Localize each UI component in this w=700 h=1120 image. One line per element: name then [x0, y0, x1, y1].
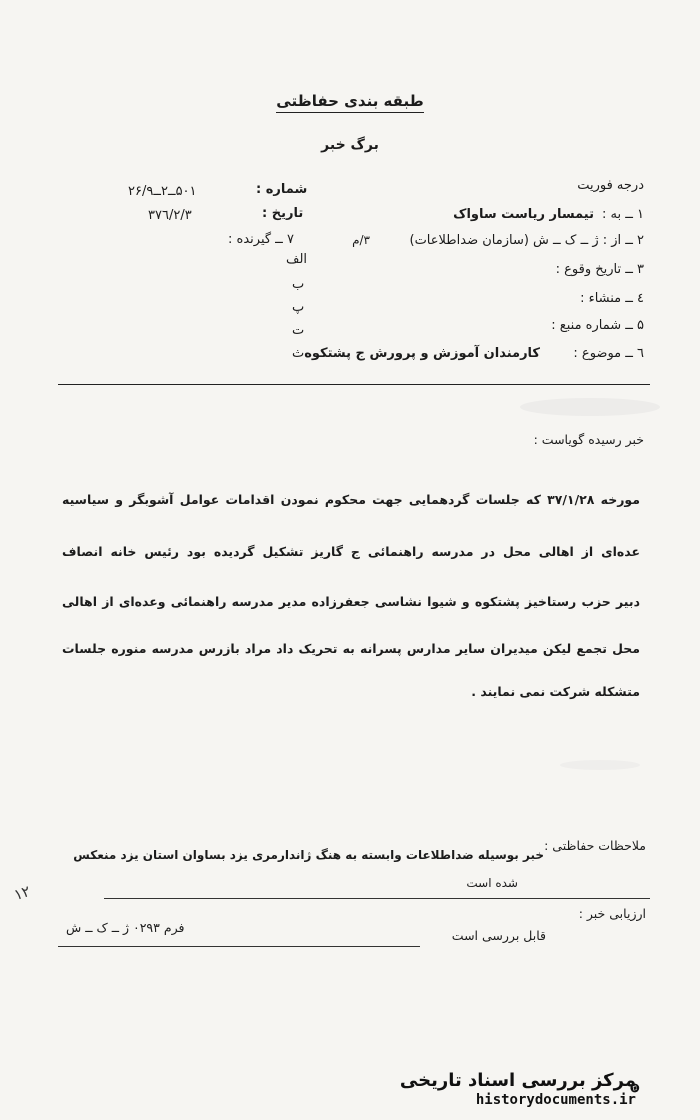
subject-value: کارمندان آموزش و پرورش ج پشتکوه: [304, 346, 540, 361]
recipient-se: ث: [292, 346, 305, 361]
date-value: ۳۷٦/۲/۳: [148, 208, 192, 223]
evaluation-value: قابل بررسی است: [451, 928, 546, 943]
form-code: فرم ۰۲۹۳ ژ ــ ک ــ ش: [66, 920, 185, 935]
margin-annotation: ۱۲: [11, 881, 33, 905]
number-label: شماره :: [256, 182, 308, 197]
report-line-4: محل تجمع لیکن میدیران سایر مدارس پسرانه به تحریک داد مراد بازرس مدرسه منوره جلسات: [62, 641, 640, 656]
recipient-alef: الف: [286, 252, 308, 267]
report-intro: خبر رسیده گویاست :: [533, 432, 644, 447]
remarks-line-1: خبر بوسیله ضداطلاعات وابسته به هنگ ژاندارمری یزد بساوان استان یزد منعکس: [73, 848, 544, 862]
header-divider: [58, 384, 650, 385]
to-value: تیمسار ریاست ساواک: [453, 207, 594, 222]
recipient-be: ب: [292, 277, 305, 292]
bottom-rule: [58, 946, 420, 947]
remarks-line-2: شده است: [466, 876, 518, 890]
report-line-2: عده‌ای از اهالی محل در مدرسه راهنمائی ج گاریز تشکیل گردیده بود رئیس خانه انصاف: [62, 544, 640, 559]
scan-artifact: [520, 398, 660, 416]
priority-label: درجه فوریت: [577, 178, 644, 193]
event-date-label: ۳ ــ تاریخ وقوع :: [555, 262, 644, 277]
report-line-1: مورخه ۳۷/۱/۲۸ که جلسات گردهمایی جهت محکوم نمودن اقدامات عوامل آشوبگر و سیاسیه: [62, 492, 640, 507]
date-label: تاریخ :: [262, 206, 304, 221]
subject-label: ٦ ــ موضوع :: [573, 346, 644, 361]
document-type-title: برگ خبر: [321, 137, 379, 153]
number-value: ۵۰۱ــ۲ــ۲۶/۹: [128, 184, 197, 199]
report-line-3: دبیر حزب رستاخیز پشتکوه و شیوا نشاسی جعفرزاده مدیر مدرسه راهنمائی وعده‌ای از اهالی: [62, 594, 640, 609]
from-value: ۳/م: [352, 233, 370, 247]
report-line-5: متشکله شرکت نمی نمایند .: [471, 684, 640, 699]
evaluation-label: ارزیابی خبر :: [578, 906, 646, 921]
archive-name: مرکز بررسی اسناد تاریخی: [399, 1070, 636, 1091]
source-number-label: ۵ ــ شماره منبع :: [551, 318, 644, 333]
remarks-divider: [104, 898, 650, 899]
recipients-label: ۷ ــ گیرنده :: [228, 232, 294, 247]
remarks-label: ملاحظات حفاظتی :: [544, 838, 646, 853]
archive-logo-icon: [630, 1066, 686, 1110]
recipient-pe: پ: [292, 300, 305, 315]
from-label: ۲ ــ از : ژ ــ ک ــ ش (سازمان ضداطلاعات): [409, 233, 644, 248]
recipient-te: ت: [292, 323, 305, 338]
origin-label: ٤ ــ منشاء :: [580, 291, 644, 306]
to-label: ۱ ــ به :: [602, 207, 644, 222]
scan-artifact: [560, 760, 640, 770]
archive-url: historydocuments.ir: [475, 1092, 636, 1108]
classification-heading: طبقه بندی حفاظتی: [0, 92, 700, 110]
